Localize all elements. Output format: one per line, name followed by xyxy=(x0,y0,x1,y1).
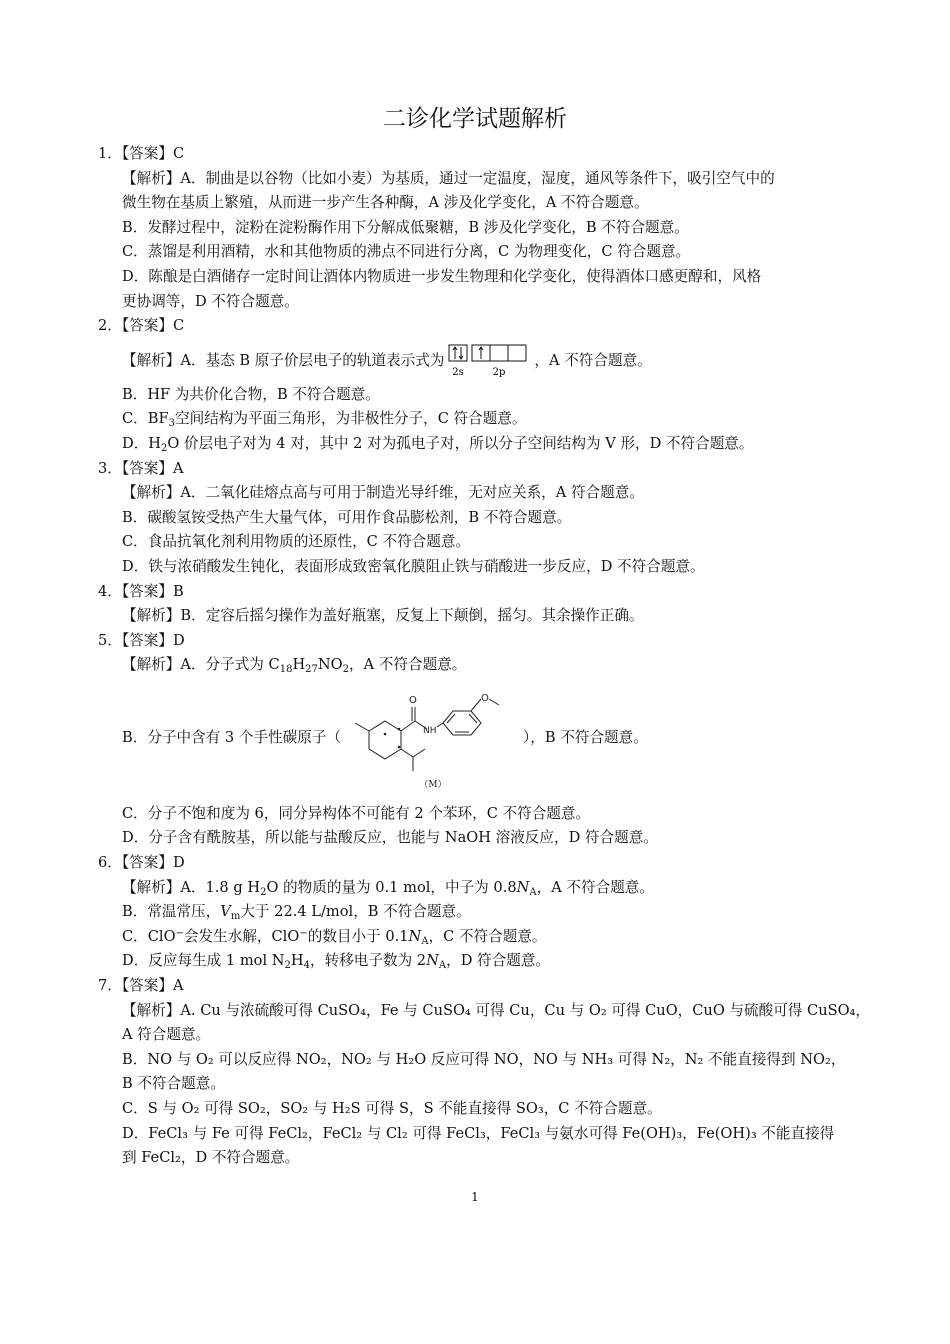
q6-d-nas: A xyxy=(438,960,447,972)
q6-analysis-a xyxy=(98,876,868,901)
q7-analysis-b1: B．NO 与 O₂ 可以反应得 NO₂，NO₂ 与 H₂O 反应可得 NO，NO 与 NH₃ 可得 N₂，N₂ 不能直接得到 NO₂， xyxy=(122,1050,846,1068)
q1-analysis-a2: 微生物在基质上繁殖，从而进一步产生各种酶，A 涉及化学变化，A 不符合题意。 xyxy=(122,194,649,212)
q5-a-s3: 2 xyxy=(342,664,350,676)
mol-label: （M） xyxy=(419,779,447,790)
q6-d-na: N xyxy=(426,952,439,970)
q1-analysis-a1: 【解析】A．制曲是以谷物（比如小麦）为基质，通过一定温度，湿度，通风等条件下，吸引空气中的 xyxy=(122,169,775,187)
q5-a-m2: NO xyxy=(317,656,343,674)
q1-analysis-b: B．发酵过程中，淀粉在淀粉酶作用下分解成低聚糖，B 涉及化学变化，B 不符合题意。 xyxy=(122,218,689,236)
q1-analysis-d2: 更协调等，D 不符合题意。 xyxy=(122,292,299,310)
q5-analysis-b xyxy=(98,678,868,798)
q5-answer: 5．【答案】D xyxy=(98,631,185,649)
q2-analysis-b: B．HF 为共价化合物，B 不符合题意。 xyxy=(122,385,380,403)
question-1 xyxy=(98,142,868,314)
question-7 xyxy=(98,974,868,1171)
orbital-diagram-svg xyxy=(448,344,530,378)
answer-content xyxy=(98,142,868,1171)
page-number: 1 xyxy=(471,1190,479,1204)
q5-a-s1: 18 xyxy=(279,664,293,676)
q6-c-sup: − xyxy=(175,927,184,939)
mol-nh: NH xyxy=(423,725,437,736)
q7-analysis-c: C．S 与 O₂ 可得 SO₂，SO₂ 与 H₂S 可得 S，S 不能直接得 SO₃，C 不符合题意。 xyxy=(122,1100,662,1117)
q3-analysis-a: 【解析】A．二氧化硅熔点高与可用于制造光导纤维，无对应关系，A 符合题意。 xyxy=(122,484,644,502)
q5-b-post: ），B 不符合题意。 xyxy=(523,728,648,746)
q6-d3: ，转移电子数为 2 xyxy=(310,952,427,970)
q2-analysis-d xyxy=(98,432,868,457)
q6-analysis-b xyxy=(98,900,868,925)
q6-c4: ，C 不符合题意。 xyxy=(428,927,547,945)
mol-oxygen: O xyxy=(409,694,417,706)
q6-b-vs: m xyxy=(230,911,241,923)
q3-analysis-b: B．碳酸氢铵受热产生大量气体，可用作食品膨松剂，B 不符合题意。 xyxy=(122,508,572,526)
q4-answer: 4．【答案】B xyxy=(98,582,184,600)
q5-analysis-a xyxy=(98,653,868,678)
q2-c-post: 空间结构为平面三角形，为非极性分子，C 符合题意。 xyxy=(175,410,527,428)
q7-analysis-a2: A 符合题意。 xyxy=(122,1026,211,1044)
q5-a-m1: H xyxy=(292,656,306,674)
q2-d-post: O 价层电子对为 4 对，其中 2 对为孤电子对，所以分子空间结构为 V 形，D 不符合题意。 xyxy=(167,434,754,452)
q5-b-pre: B．分子中含有 3 个手性碳原子（ xyxy=(122,728,342,746)
q6-a-na: N xyxy=(516,878,530,896)
q6-b2: 大于 22.4 L/mol，B 不符合题意。 xyxy=(240,903,471,921)
q3-answer: 3．【答案】A xyxy=(98,459,184,477)
q6-d-s2: 4 xyxy=(303,960,311,972)
orbital-2s-label: 2s xyxy=(452,366,465,378)
q6-d1: D．反应每生成 1 mol N xyxy=(122,952,285,970)
q2-c-sub: 3 xyxy=(168,418,175,430)
q6-c2: 会发生水解，ClO xyxy=(183,927,300,945)
q3-analysis-c: C．食品抗氧化剂利用物质的还原性，C 不符合题意。 xyxy=(122,533,471,551)
page-title: 二诊化学试题解析 xyxy=(383,106,567,132)
q6-a1: 【解析】A．1.8 g H xyxy=(122,878,261,896)
q6-c-sup2: − xyxy=(299,927,308,939)
q6-analysis-c xyxy=(98,925,868,950)
q6-c-na: N xyxy=(408,927,422,945)
question-6 xyxy=(98,851,868,974)
q1-analysis-c: C．蒸馏是利用酒精，水和其他物质的沸点不同进行分离，C 为物理变化，C 符合题意。 xyxy=(122,243,691,261)
q6-answer: 6．【答案】D xyxy=(98,854,185,872)
q5-a-s2: 27 xyxy=(305,664,318,676)
q2-d-pre: D．H xyxy=(122,434,162,452)
q6-d4: ，D 符合题意。 xyxy=(446,952,551,970)
q5-analysis-d: D．分子含有酰胺基，所以能与盐酸反应，也能与 NaOH 溶液反应，D 符合题意。 xyxy=(122,829,658,847)
molecule-svg xyxy=(347,683,517,793)
q6-b1: B．常温常压， xyxy=(122,903,221,921)
q7-analysis-d2: 到 FeCl₂，D 不符合题意。 xyxy=(122,1149,300,1167)
q5-analysis-c: C．分子不饱和度为 6，同分异构体不可能有 2 个苯环，C 不符合题意。 xyxy=(122,804,591,822)
q7-analysis-a1: 【解析】A. Cu 与浓硫酸可得 CuSO₄，Fe 与 CuSO₄ 可得 Cu，Cu 与 O₂ 可得 CuO，CuO 与硫酸可得 CuSO₄， xyxy=(122,1001,870,1019)
q7-analysis-b2: B 不符合题意。 xyxy=(122,1075,225,1093)
q2-analysis-c xyxy=(98,407,868,432)
orbital-diagram xyxy=(448,344,530,378)
q2-a-post: ，A 不符合题意。 xyxy=(534,351,652,369)
question-5 xyxy=(98,629,868,851)
q6-c3: 的数目小于 0.1 xyxy=(307,927,409,945)
q6-analysis-d xyxy=(98,949,868,974)
q1-answer: 1．【答案】C xyxy=(98,145,185,162)
molecule-structure xyxy=(347,683,517,793)
q7-answer: 7．【答案】A xyxy=(98,977,184,995)
q2-a-pre: 【解析】A．基态 B 原子价层电子的轨道表示式为 xyxy=(122,351,445,369)
q6-c1: C．ClO xyxy=(122,927,176,945)
q6-c-nas: A xyxy=(421,935,429,947)
q2-analysis-a xyxy=(98,339,868,383)
q1-analysis-d1: D．陈酿是白酒储存一定时间让酒体内物质进一步发生物理和化学变化，使得酒体口感更醇和，风格 xyxy=(122,267,762,285)
question-2 xyxy=(98,314,868,456)
q5-a-post: ，A 不符合题意。 xyxy=(349,656,467,674)
q2-c-pre: C．BF xyxy=(122,410,169,428)
q6-a2: O 的物质的量为 0.1 mol，中子为 0.8 xyxy=(266,878,517,896)
question-4 xyxy=(98,580,868,629)
q6-b-v: V xyxy=(220,903,231,921)
orbital-2p-label: 2p xyxy=(493,366,506,378)
question-3 xyxy=(98,457,868,580)
q2-d-sub: 2 xyxy=(161,442,168,454)
q6-a3: ，A 不符合题意。 xyxy=(536,878,654,896)
q5-a-pre: 【解析】A．分子式为 C xyxy=(122,656,280,674)
q4-analysis-b: 【解析】B．定容后摇匀操作为盖好瓶塞，反复上下颠倒，摇匀。其余操作正确。 xyxy=(122,607,644,625)
q6-a1s: 2 xyxy=(260,886,267,898)
q2-answer: 2．【答案】C xyxy=(98,317,185,335)
q6-d-s1: 2 xyxy=(284,960,291,972)
q6-d2: H xyxy=(290,952,304,970)
q7-analysis-d1: D．FeCl₃ 与 Fe 可得 FeCl₂，FeCl₂ 与 Cl₂ 可得 FeCl₃，FeCl₃ 与氨水可得 Fe(OH)₃，Fe(OH)₃ 不能直接得 xyxy=(122,1124,835,1142)
q6-a-nas: A xyxy=(529,886,537,898)
q3-analysis-d: D．铁与浓硝酸发生钝化，表面形成致密氧化膜阻止铁与硝酸进一步反应，D 不符合题意。 xyxy=(122,557,705,575)
mol-oxygen-2: O xyxy=(481,692,489,704)
